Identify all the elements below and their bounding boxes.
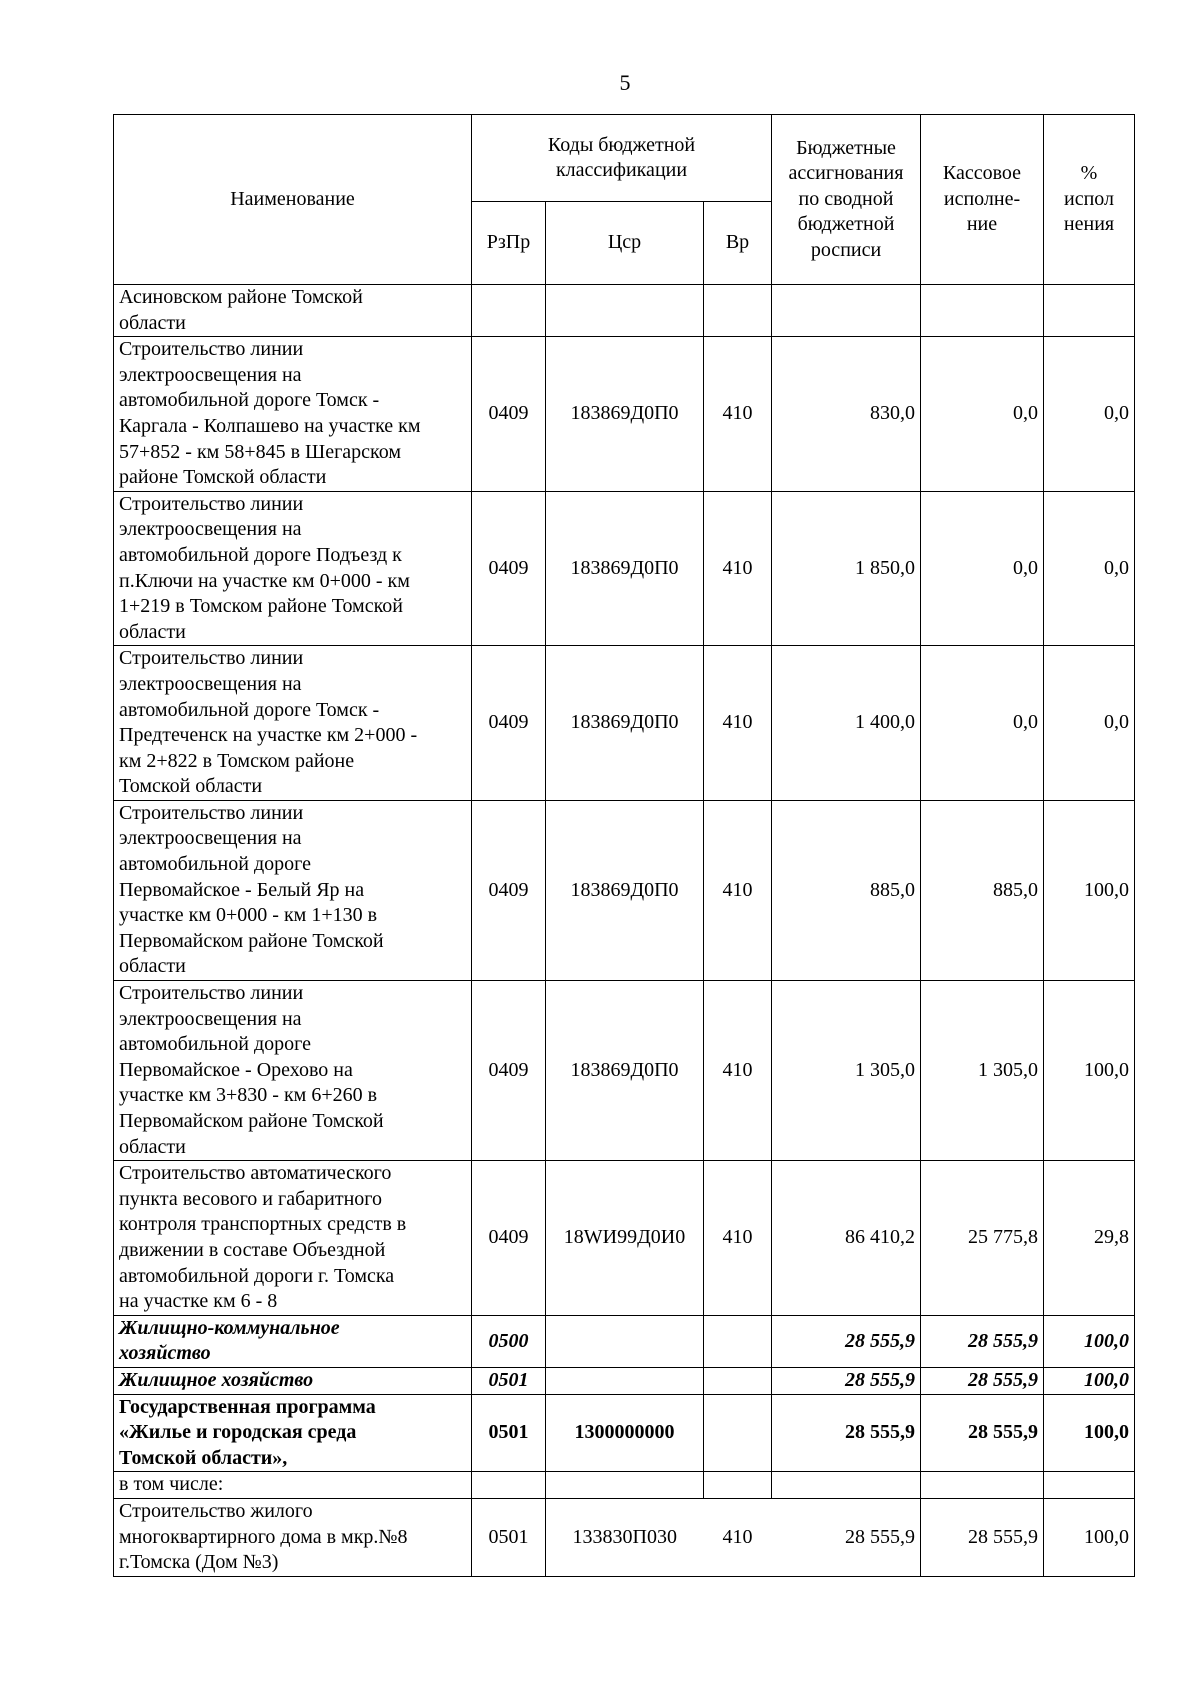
table-row [114, 1394, 1135, 1472]
row-name-line: автомобильной дороге [119, 853, 311, 876]
row-vr: 410 [704, 646, 772, 801]
row-name-line: Каргала - Колпашево на участке км [119, 414, 421, 437]
row-vr [704, 1315, 772, 1367]
row-name-line: участке км 0+000 - км 1+130 в [119, 904, 378, 927]
header-percent [1044, 115, 1135, 285]
row-rzpr: 0500 [472, 1315, 546, 1367]
row-appropriation: 885,0 [772, 800, 921, 980]
row-rzpr: 0501 [472, 1394, 546, 1472]
row-cash-execution: 28 555,9 [921, 1367, 1044, 1394]
row-name-line: автомобильной дороге Подъезд к [119, 543, 402, 566]
row-name-line: области [119, 311, 186, 334]
row-name-line: Асиновском районе Томской [119, 286, 363, 308]
row-name-line: 1+219 в Томском районе Томской [119, 595, 403, 618]
row-name-line: Строительство линии [119, 647, 304, 670]
row-csr: 1300000000 [546, 1394, 704, 1472]
row-percent: 0,0 [1044, 646, 1135, 801]
row-name [114, 1315, 472, 1367]
row-name-line: Первомайском районе Томской [119, 1110, 384, 1132]
row-name-line: хозяйство [119, 1342, 211, 1365]
row-name-line: пункта весового и габаритного [119, 1187, 382, 1210]
row-name-line: автомобильной дороги г. Томска [119, 1264, 395, 1287]
row-name [114, 1394, 472, 1472]
row-percent [1044, 1472, 1135, 1499]
row-name-line: автомобильной дороге Томск - [119, 698, 380, 721]
row-rzpr: 0501 [472, 1367, 546, 1394]
row-vr [704, 1472, 772, 1499]
header-name: Наименование [114, 115, 472, 285]
row-rzpr [472, 285, 546, 337]
row-vr: 410 [704, 1498, 772, 1576]
row-appropriation: 86 410,2 [772, 1161, 921, 1316]
table-row [114, 337, 1135, 492]
row-name-line: Первомайское - Орехово на [119, 1058, 353, 1081]
row-name [114, 1498, 472, 1576]
row-percent: 29,8 [1044, 1161, 1135, 1316]
row-csr: 183869Д0П0 [546, 981, 704, 1161]
row-vr [704, 285, 772, 337]
row-csr [546, 1367, 704, 1394]
row-name-line: Строительство автоматического [119, 1162, 392, 1185]
row-csr [546, 1315, 704, 1367]
row-name-line: области [119, 620, 186, 643]
row-appropriation [772, 285, 921, 337]
row-name-line: районе Томской области [119, 466, 327, 489]
row-name-line: 57+852 - км 58+845 в Шегарском [119, 440, 402, 463]
row-vr: 410 [704, 1161, 772, 1316]
row-appropriation: 1 850,0 [772, 491, 921, 646]
row-percent: 100,0 [1044, 1367, 1135, 1394]
row-name-line: п.Ключи на участке км 0+000 - км [119, 569, 410, 592]
row-csr: 183869Д0П0 [546, 491, 704, 646]
header-codes-line2: классификации [555, 159, 688, 181]
header-cash-line: Кассовое [942, 162, 1022, 185]
row-name-line: на участке км 6 - 8 [119, 1290, 278, 1313]
row-name-line: Томской области», [119, 1446, 288, 1469]
row-cash-execution: 0,0 [921, 646, 1044, 801]
table-header [114, 115, 1135, 285]
row-appropriation: 28 555,9 [772, 1367, 921, 1394]
header-appr-line: росписи [810, 238, 882, 261]
page-number: 5 [619, 70, 631, 95]
row-vr [704, 1367, 772, 1394]
header-appr-line: Бюджетные [796, 136, 896, 159]
table-row [114, 1498, 1135, 1576]
row-rzpr: 0409 [472, 491, 546, 646]
header-codes-line1: Коды бюджетной [547, 134, 696, 156]
row-vr [704, 1394, 772, 1472]
row-name-line: электроосвещения на [119, 518, 302, 541]
row-cash-execution: 0,0 [921, 337, 1044, 492]
row-name-line: Первомайском районе Томской [119, 929, 384, 952]
row-rzpr: 0409 [472, 646, 546, 801]
header-cash-line: исполне- [943, 187, 1021, 210]
row-rzpr: 0501 [472, 1498, 546, 1576]
table-row [114, 1367, 1135, 1394]
row-appropriation: 28 555,9 [772, 1498, 921, 1576]
row-rzpr: 0409 [472, 800, 546, 980]
row-name-line: Государственная программа [119, 1395, 376, 1418]
header-appr-line: по сводной [798, 187, 894, 210]
row-cash-execution: 1 305,0 [921, 981, 1044, 1161]
row-name-line: электроосвещения на [119, 1007, 302, 1030]
row-percent: 100,0 [1044, 1394, 1135, 1472]
row-name [114, 646, 472, 801]
row-cash-execution: 25 775,8 [921, 1161, 1044, 1316]
table-row [114, 491, 1135, 646]
row-percent: 100,0 [1044, 1498, 1135, 1576]
table-row [114, 981, 1135, 1161]
row-name [114, 1472, 472, 1499]
header-cash [921, 115, 1044, 285]
header-codes [472, 115, 772, 202]
row-csr [546, 1472, 704, 1499]
header-pct-line: % [1080, 162, 1098, 185]
row-appropriation: 1 305,0 [772, 981, 921, 1161]
row-vr: 410 [704, 491, 772, 646]
row-csr: 183869Д0П0 [546, 800, 704, 980]
row-cash-execution: 28 555,9 [921, 1394, 1044, 1472]
row-name-line: контроля транспортных средств в [119, 1213, 407, 1236]
row-cash-execution [921, 1472, 1044, 1499]
row-appropriation: 28 555,9 [772, 1315, 921, 1367]
row-name-line: области [119, 955, 186, 978]
row-name-line: Предтеченск на участке км 2+000 - [119, 724, 418, 747]
row-name-line: электроосвещения на [119, 672, 302, 695]
header-appr-line: ассигнования [788, 162, 904, 185]
row-name [114, 285, 472, 337]
row-name-line: Томской области [119, 775, 263, 798]
row-name-line: в том числе: [119, 1473, 224, 1496]
row-csr: 133830П030 [546, 1498, 704, 1576]
row-cash-execution [921, 285, 1044, 337]
header-appr-line: бюджетной [797, 213, 895, 236]
row-name-line: движении в составе Объездной [119, 1238, 386, 1261]
row-appropriation: 28 555,9 [772, 1394, 921, 1472]
header-rzpr: РзПр [472, 202, 546, 285]
table-row [114, 1161, 1135, 1316]
row-name-line: Строительство линии [119, 492, 304, 515]
row-name-line: Строительство жилого [119, 1499, 313, 1522]
row-name-line: автомобильной дороге Томск - [119, 389, 380, 412]
row-name-line: км 2+822 в Томском районе [119, 749, 355, 772]
row-csr: 183869Д0П0 [546, 337, 704, 492]
header-csr: Цср [546, 202, 704, 285]
row-percent: 0,0 [1044, 337, 1135, 492]
row-name [114, 337, 472, 492]
row-vr: 410 [704, 800, 772, 980]
row-vr: 410 [704, 337, 772, 492]
table-row [114, 285, 1135, 337]
row-name-line: Строительство линии [119, 801, 304, 824]
row-name-line: участке км 3+830 - км 6+260 в [119, 1084, 378, 1107]
row-percent: 100,0 [1044, 1315, 1135, 1367]
row-vr: 410 [704, 981, 772, 1161]
row-appropriation: 1 400,0 [772, 646, 921, 801]
budget-table [113, 114, 1135, 1577]
table-row [114, 800, 1135, 980]
row-name [114, 491, 472, 646]
row-percent: 100,0 [1044, 981, 1135, 1161]
row-name [114, 981, 472, 1161]
row-percent: 0,0 [1044, 491, 1135, 646]
header-pct-line: испол [1064, 187, 1114, 210]
table-row [114, 1472, 1135, 1499]
row-cash-execution: 28 555,9 [921, 1498, 1044, 1576]
row-name-line: многоквартирного дома в мкр.№8 [119, 1525, 408, 1548]
row-appropriation [772, 1472, 921, 1499]
row-csr: 18WИ99Д0И0 [546, 1161, 704, 1316]
row-name [114, 1367, 472, 1394]
table-body [114, 285, 1135, 1577]
table-row [114, 646, 1135, 801]
header-cash-line: ние [966, 213, 998, 236]
row-name-line: г.Томска (Дом №3) [119, 1551, 279, 1574]
row-rzpr [472, 1472, 546, 1499]
row-percent [1044, 285, 1135, 337]
row-name-line: электроосвещения на [119, 363, 302, 386]
table-row [114, 1315, 1135, 1367]
row-name [114, 800, 472, 980]
row-csr: 183869Д0П0 [546, 646, 704, 801]
row-name [114, 1161, 472, 1316]
row-name-line: Строительство линии [119, 982, 304, 1005]
row-rzpr: 0409 [472, 337, 546, 492]
row-name-line: области [119, 1135, 186, 1158]
header-vr: Вр [704, 202, 772, 285]
row-name-line: автомобильной дороге [119, 1033, 311, 1056]
row-percent: 100,0 [1044, 800, 1135, 980]
row-name-line: Жилищное хозяйство [119, 1368, 314, 1391]
row-name-line: Жилищно-коммунальное [119, 1316, 340, 1339]
header-pct-line: нения [1063, 213, 1115, 236]
row-name-line: «Жилье и городская среда [119, 1421, 357, 1444]
row-rzpr: 0409 [472, 981, 546, 1161]
row-cash-execution: 28 555,9 [921, 1315, 1044, 1367]
row-name-line: электроосвещения на [119, 827, 302, 850]
row-csr [546, 285, 704, 337]
row-cash-execution: 885,0 [921, 800, 1044, 980]
header-appropriations [772, 115, 921, 285]
row-cash-execution: 0,0 [921, 491, 1044, 646]
row-appropriation: 830,0 [772, 337, 921, 492]
row-name-line: Первомайское - Белый Яр на [119, 878, 365, 901]
row-rzpr: 0409 [472, 1161, 546, 1316]
row-name-line: Строительство линии [119, 338, 304, 361]
